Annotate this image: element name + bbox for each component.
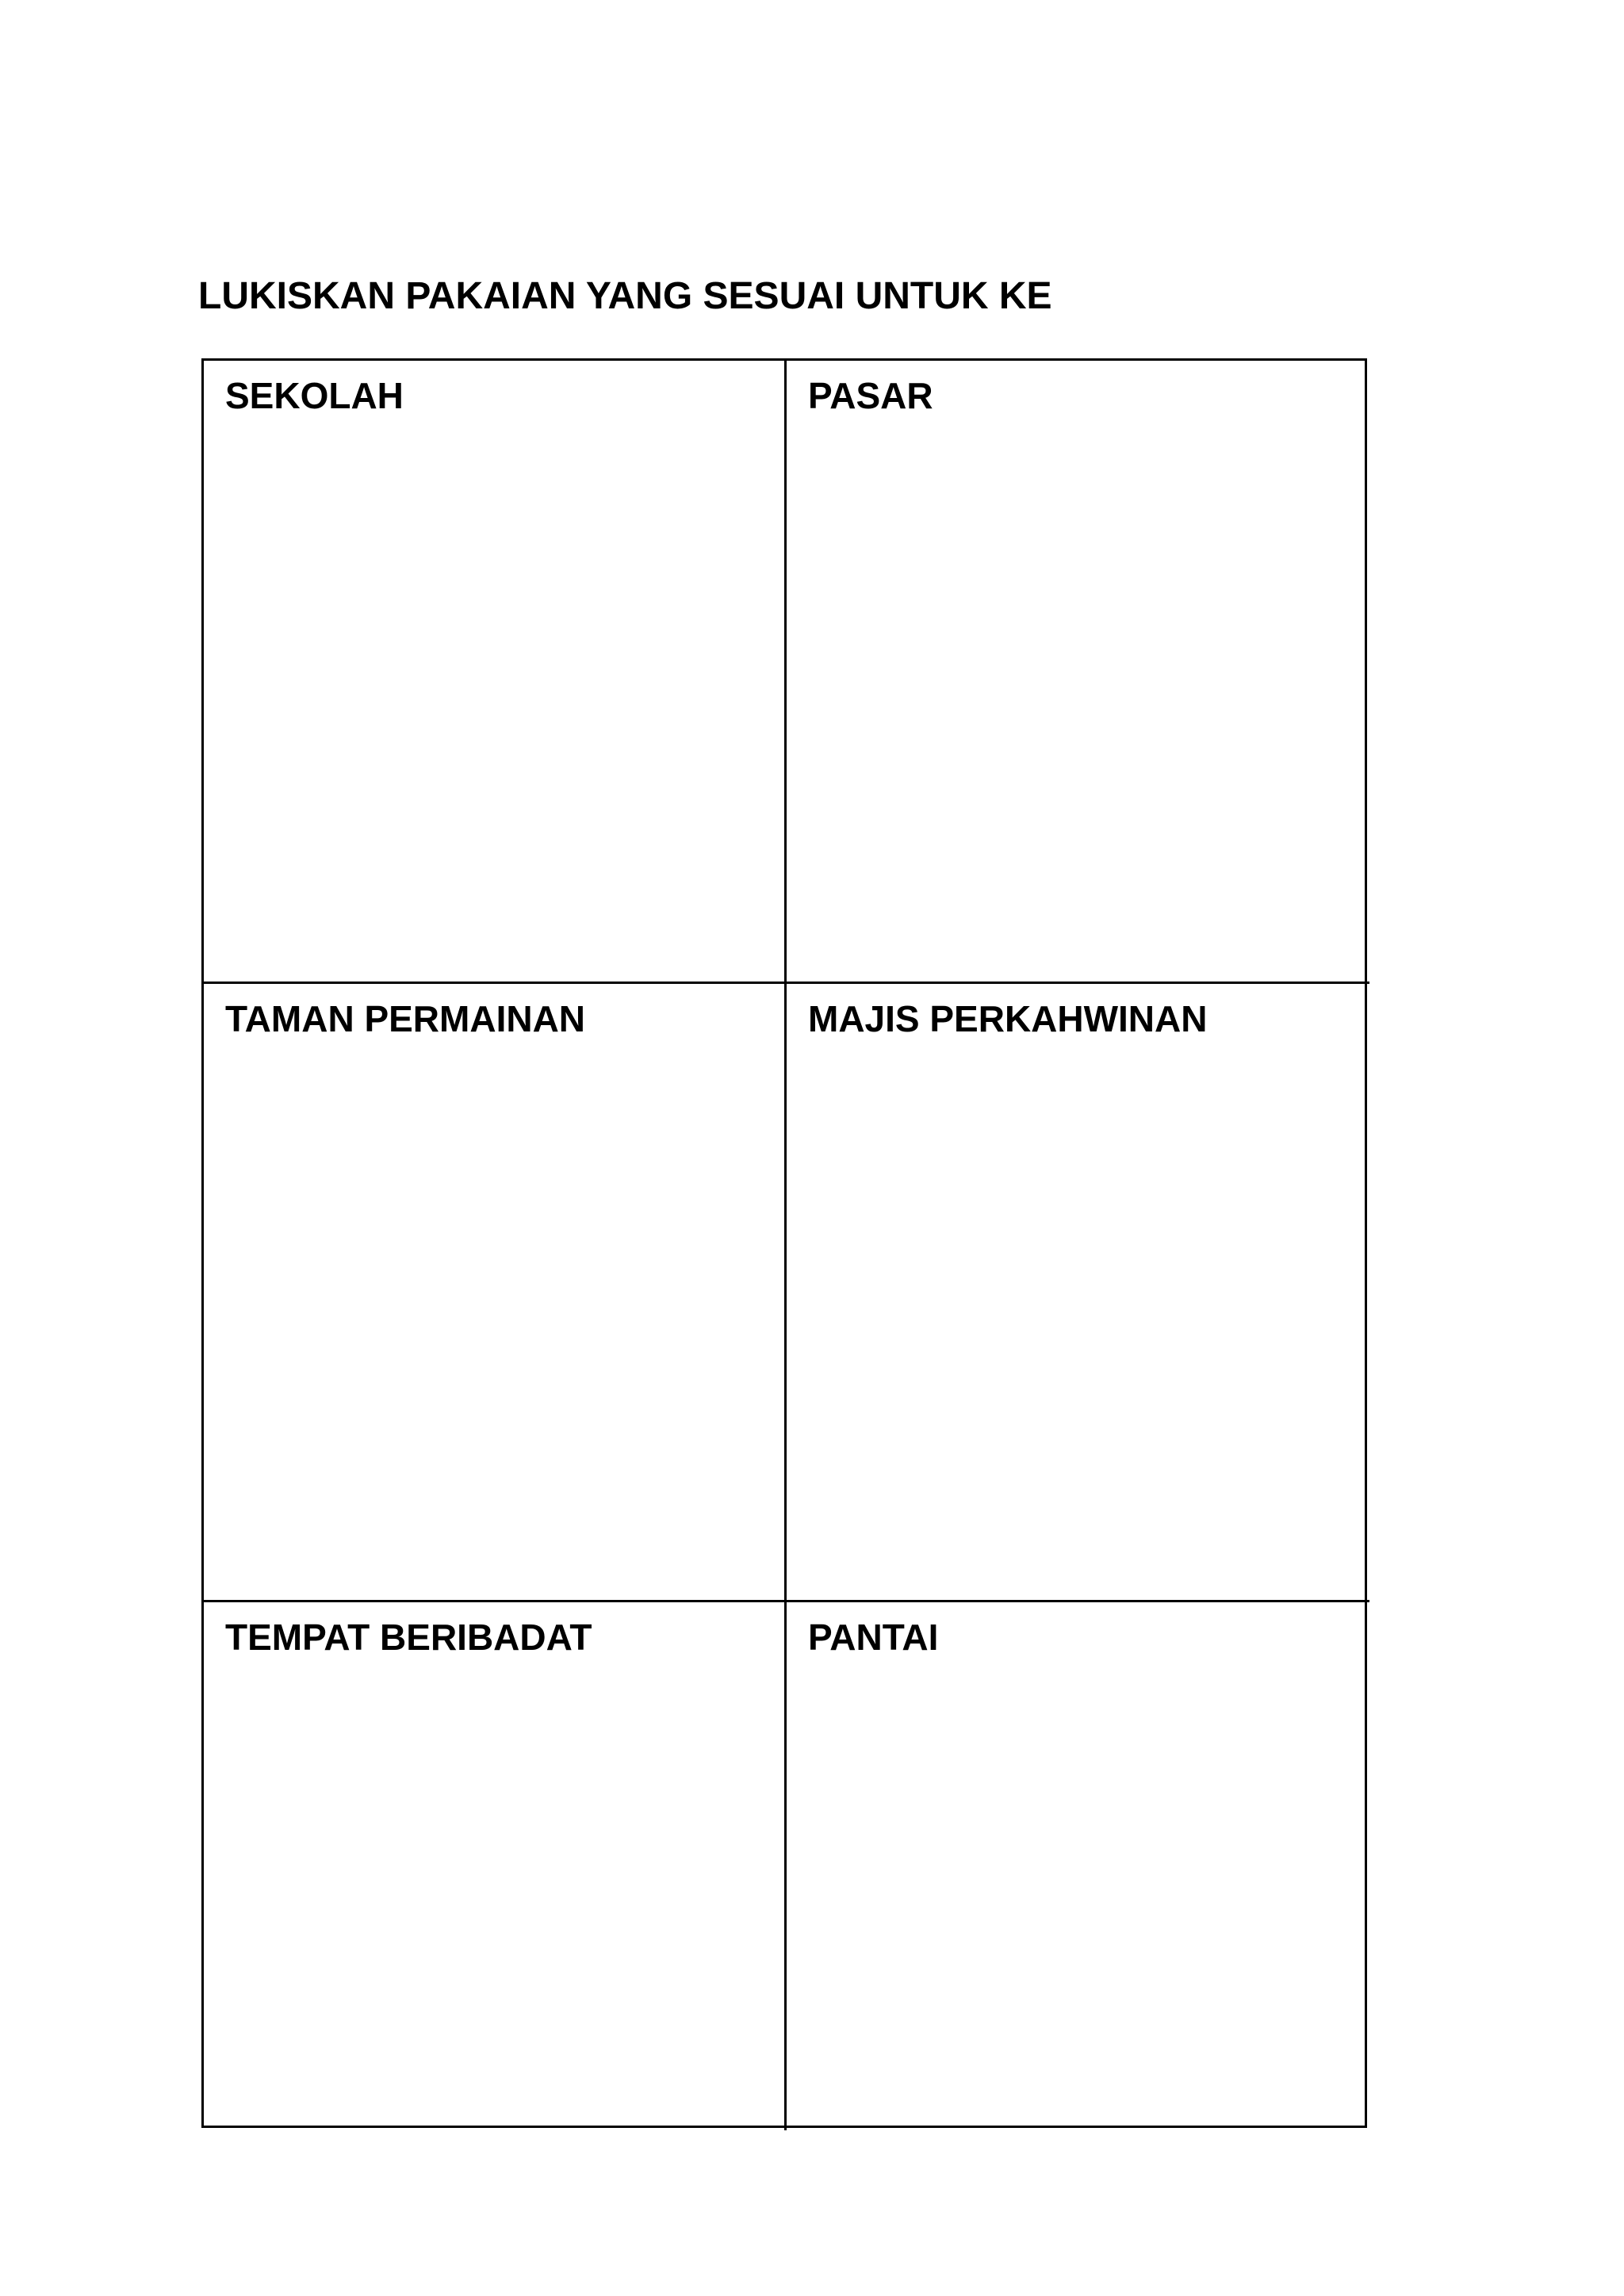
drawing-area-tempat-beribadat[interactable] xyxy=(225,1659,784,2118)
cell-sekolah xyxy=(204,361,787,984)
drawing-area-majis-perkahwinan[interactable] xyxy=(808,1041,1369,1587)
cell-label-majis-perkahwinan: MAJIS PERKAHWINAN xyxy=(808,998,1208,1039)
cell-taman-permainan xyxy=(204,984,787,1602)
cell-label-tempat-beribadat: TEMPAT BERIBADAT xyxy=(225,1617,592,1658)
cell-label-taman-permainan: TAMAN PERMAINAN xyxy=(225,998,586,1039)
drawing-area-taman-permainan[interactable] xyxy=(225,1041,784,1587)
cell-label-pantai: PANTAI xyxy=(808,1617,939,1658)
drawing-area-pasar[interactable] xyxy=(808,418,1369,969)
cell-majis-perkahwinan xyxy=(787,984,1369,1602)
cell-tempat-beribadat xyxy=(204,1602,787,2130)
drawing-area-sekolah[interactable] xyxy=(225,418,784,969)
cell-pantai xyxy=(787,1602,1369,2130)
cell-label-pasar: PASAR xyxy=(808,375,933,416)
cell-label-sekolah: SEKOLAH xyxy=(225,375,404,416)
page-title: LUKISKAN PAKAIAN YANG SESUAI UNTUK KE xyxy=(198,275,1052,317)
drawing-area-pantai[interactable] xyxy=(808,1659,1369,2118)
cell-pasar xyxy=(787,361,1369,984)
drawing-grid xyxy=(201,358,1367,2128)
